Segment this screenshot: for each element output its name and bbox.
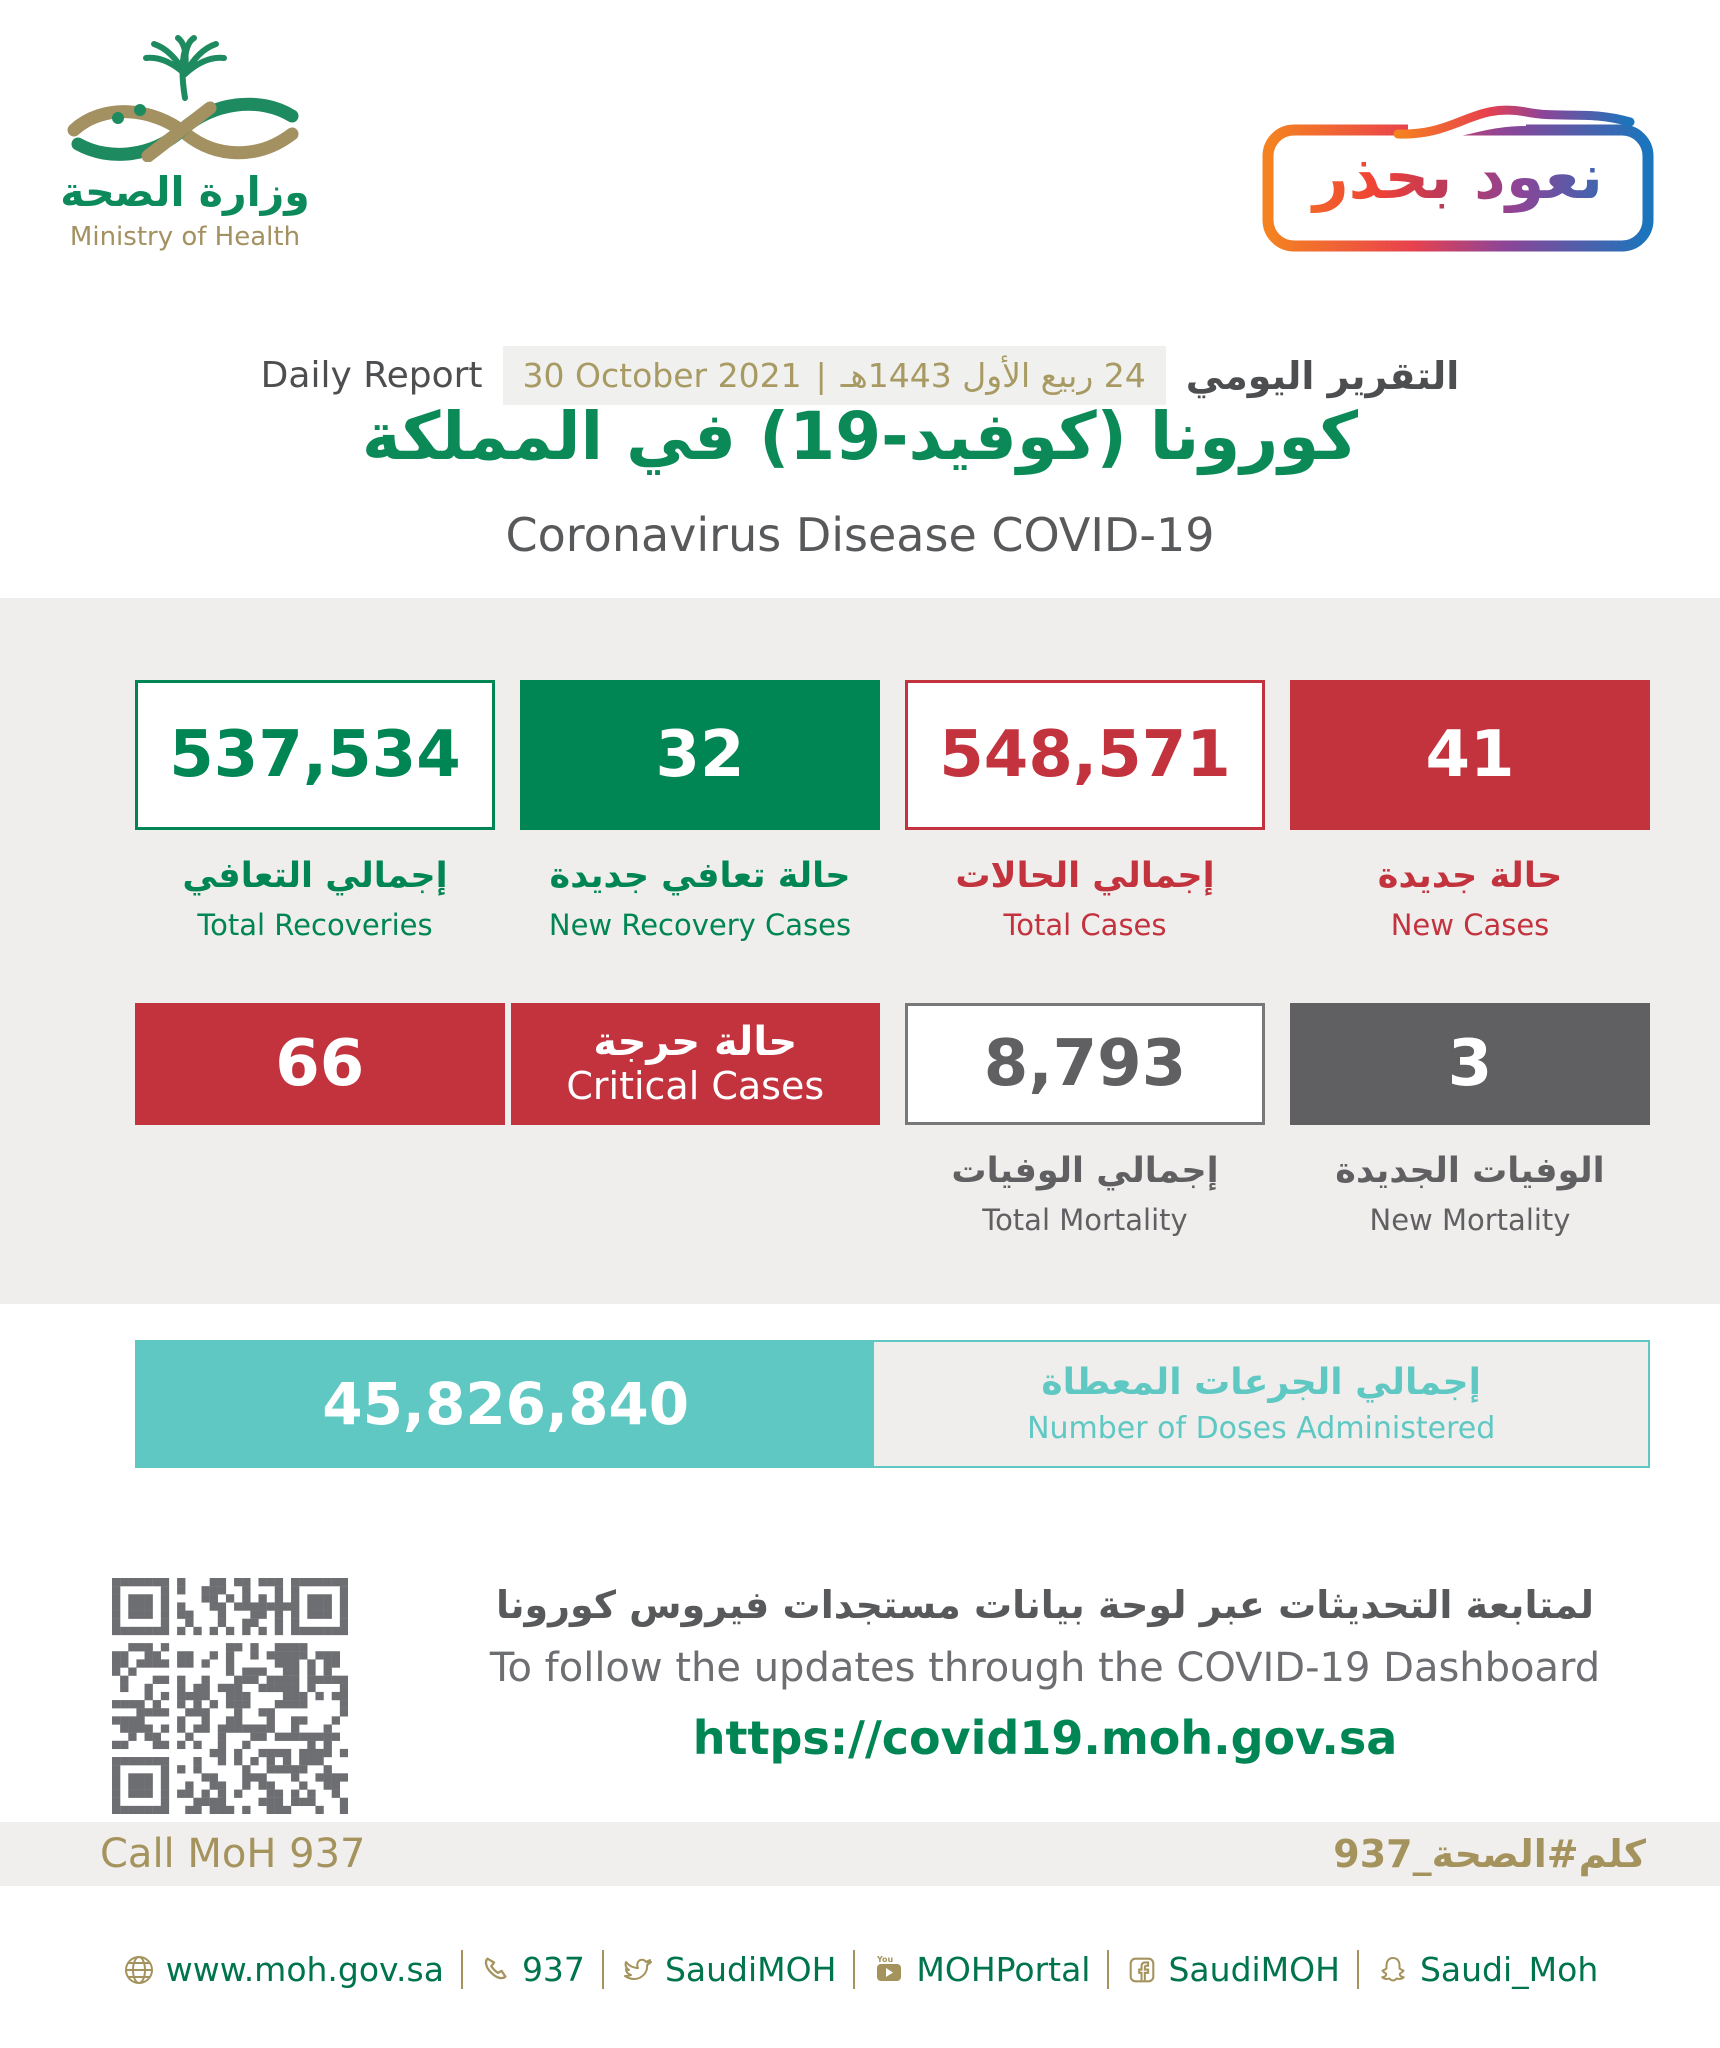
snapchat-label: Saudi_Moh (1419, 1950, 1599, 1989)
website-label: www.moh.gov.sa (165, 1950, 444, 1989)
snapchat-link[interactable] (1357, 1950, 1615, 1989)
report-header-row (0, 346, 1720, 405)
new-cases-block (1290, 680, 1650, 942)
contact-links-row (0, 1950, 1720, 1989)
twitter-icon (621, 1953, 655, 1987)
critical-cases-label-card (511, 1003, 881, 1125)
stats-row-1 (135, 680, 1650, 942)
new-mortality-card (1290, 1003, 1650, 1125)
facebook-link[interactable] (1107, 1950, 1356, 1989)
dashboard-text (430, 1583, 1660, 1765)
new-mortality-value: 3 (1447, 1027, 1493, 1101)
total-cases-value: 548,571 (939, 718, 1231, 792)
total-recoveries-value: 537,534 (169, 718, 461, 792)
moh-logo-icon (60, 34, 310, 162)
new-cases-label-en: New Cases (1390, 908, 1550, 942)
new-mortality-label-ar: الوفيات الجديدة (1335, 1151, 1605, 1191)
new-recoveries-block (520, 680, 880, 942)
youtube-label: MOHPortal (916, 1950, 1091, 1989)
phone-link[interactable] (461, 1950, 602, 1989)
call-moh-arabic: كلم#الصحة_937 (1333, 1832, 1646, 1876)
total-cases-label-en: Total Cases (1003, 908, 1167, 942)
critical-cases-label-ar: حالة حرجة (593, 1019, 798, 1066)
total-recoveries-label-ar: إجمالي التعافي (182, 856, 448, 896)
total-mortality-label-en: Total Mortality (982, 1203, 1188, 1237)
total-recoveries-label-en: Total Recoveries (197, 908, 433, 942)
new-recoveries-label-en: New Recovery Cases (548, 908, 852, 942)
twitter-link[interactable] (602, 1950, 853, 1989)
total-mortality-value: 8,793 (983, 1027, 1187, 1101)
new-cases-card (1290, 680, 1650, 830)
dashboard-url-link[interactable]: https://covid19.moh.gov.sa (692, 1711, 1398, 1765)
report-date-gregorian: 30 October 2021 (522, 356, 802, 395)
dashboard-note-ar: لمتابعة التحديثات عبر لوحة بيانات مستجدات فيروس كورونا (496, 1583, 1594, 1627)
call-moh-english: Call MoH 937 (100, 1831, 366, 1877)
phone-label: 937 (521, 1950, 585, 1989)
badge-text: نعود بحذر (1258, 140, 1658, 213)
critical-cases-value-card (135, 1003, 505, 1125)
svg-text:You: You (877, 1954, 894, 1964)
youtube-icon (872, 1953, 906, 1987)
critical-cases-block (135, 1003, 880, 1237)
qr-code (112, 1578, 348, 1814)
dashboard-note-en: To follow the updates through the COVID-19 Dashboard (489, 1645, 1601, 1691)
total-mortality-card (905, 1003, 1265, 1125)
new-mortality-block (1290, 1003, 1650, 1237)
doses-value: 45,826,840 (322, 1370, 690, 1438)
date-separator: | (815, 356, 827, 395)
doses-label-en: Number of Doses Administered (1027, 1411, 1496, 1446)
phone-icon (480, 1954, 512, 1986)
twitter-label: SaudiMOH (664, 1950, 837, 1989)
total-mortality-label-ar: إجمالي الوفيات (951, 1151, 1219, 1191)
total-cases-label-ar: إجمالي الحالات (955, 856, 1215, 896)
website-link[interactable] (105, 1950, 461, 1989)
globe-icon (122, 1953, 156, 1987)
new-cases-value: 41 (1425, 718, 1515, 792)
total-recoveries-block (135, 680, 495, 942)
doses-label-panel (874, 1342, 1648, 1466)
youtube-link[interactable] (853, 1950, 1107, 1989)
critical-cases-value: 66 (275, 1027, 365, 1101)
critical-cases-label-en: Critical Cases (566, 1064, 825, 1109)
new-recoveries-card (520, 680, 880, 830)
return-with-caution-badge (1258, 96, 1658, 256)
doses-label-ar: إجمالي الجرعات المعطاة (1041, 1362, 1481, 1403)
doses-administered-bar (135, 1340, 1650, 1468)
facebook-label: SaudiMOH (1168, 1950, 1340, 1989)
call-moh-band (0, 1822, 1720, 1886)
stats-row-2 (135, 1003, 1650, 1237)
page-title-arabic: كورونا (كوفيد-19) في المملكة (361, 398, 1359, 475)
report-date (503, 346, 1166, 405)
total-mortality-block (905, 1003, 1265, 1237)
new-cases-label-ar: حالة جديدة (1377, 856, 1563, 896)
facebook-icon (1126, 1954, 1158, 1986)
statistics-section (0, 598, 1720, 1304)
new-recoveries-value: 32 (655, 718, 745, 792)
moh-name-english: Ministry of Health (69, 222, 301, 252)
moh-logo (60, 34, 310, 252)
report-date-hijri: 24 ربيع الأول 1443هـ (840, 356, 1146, 395)
total-cases-block (905, 680, 1265, 942)
snapchat-icon (1376, 1953, 1410, 1987)
new-mortality-label-en: New Mortality (1369, 1203, 1571, 1237)
page-title-english: Coronavirus Disease COVID-19 (505, 508, 1215, 562)
new-recoveries-label-ar: حالة تعافي جديدة (549, 856, 851, 896)
total-cases-card (905, 680, 1265, 830)
dashboard-section (0, 1545, 1720, 1815)
daily-report-label-en: Daily Report (260, 355, 483, 396)
moh-name-arabic: وزارة الصحة (60, 168, 310, 216)
doses-value-panel (137, 1342, 874, 1466)
daily-report-label-ar: التقرير اليومي (1185, 353, 1460, 398)
total-recoveries-card (135, 680, 495, 830)
